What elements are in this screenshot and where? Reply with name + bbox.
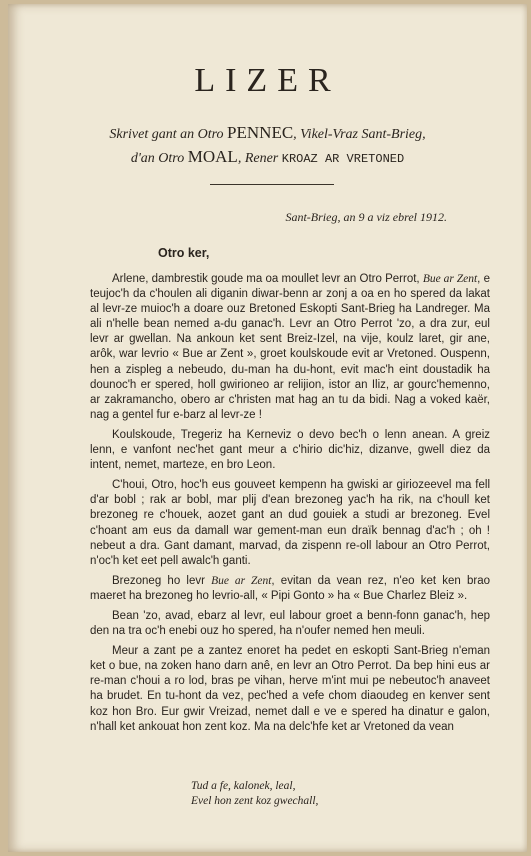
- letter-title: LIZER: [194, 62, 341, 99]
- byline-line-1: [8, 122, 527, 146]
- paragraph-text: , evitan da vean rez, n'eo ket ken brao maeret ha brezoneg ho levrio-all, « Pipi Gonto » ha « Bue Charlez Bleiz ».: [90, 574, 490, 602]
- paragraph: Meur a zant pe a zantez enoret ha pedet en eskopti Sant-Brieg n'eman ket o bue, na zoken hano darn anê, en levr an Otro Perrot. Da bep hini eus ar re-man c'houi a ro lod, bras pe vihan, herve m'int mui pe nebeutoc'h anaveet ha brudet. En tu-hont da vez, pec'hed a vefe chom diaoudeg en kenver sent koz hon Bro. Eur gwir Vreizad, nemet dall e ve e spered ha dinatur e galon, n'hall ket ankouat hon zent koz. Ma na delc'hfe ket ar Vretoned da vean: [90, 645, 490, 733]
- page: [8, 4, 527, 852]
- paragraph-text: Brezoneg ho levr: [112, 574, 212, 587]
- dateline: Sant-Brieg, an 9 a viz ebrel 1912.: [285, 210, 447, 224]
- byline-text: Skrivet gant an Otro: [109, 127, 228, 142]
- recipient-name: MOAL: [187, 147, 238, 166]
- closing-verse: [191, 779, 318, 809]
- author-name: PENNEC: [227, 123, 294, 142]
- paragraph: Bean 'zo, avad, ebarz al levr, eul labour groet a benn-fonn ganac'h, hep den na tra oc'h enebi ouz ho spered, ha n'oufer nemed hen meuli.: [90, 609, 490, 638]
- paragraph: [90, 574, 490, 604]
- divider: [210, 184, 334, 185]
- paragraph-text: , e teujoc'h da c'houlen ali diganin diwar-benn ar zonj a oa en ho spered da lakat al levr-ze muioc'h a doare ouz Bretoned Eskopti Sant-Brieg ha Landreger. Ma ali n'helle bean nemed a-du ganac'h. Levr an Otro Perrot 'zo, a dra zur, eul levr ar gwellan. Na ankoun ket sent Breiz-Izel, na vije, koulz laret, gir ane, arôk, war levrio « Bue ar Zent », groet koulskoude evit ar Vretoned. Ouspenn, hen a zispleg a nebeudo, du-man ha du-hont, evit mac'h eint doustadik ha dounoc'h er spered, holl gwirioneo ar relijion, istor an Iliz, ar gourc'hemenno, ar zakramancho, obero ar c'hristen mat hag an tu da bidi. Nag a voked kaër, nag a gentel fur e-barz al levr-ze !: [90, 273, 490, 421]
- verse-line: Tud a fe, kalonek, leal,: [191, 780, 296, 792]
- publication-name: KROAZ AR VRETONED: [281, 152, 405, 166]
- book-title: Bue ar Zent: [422, 273, 478, 285]
- verse-line: Evel hon zent koz gwechall,: [191, 795, 319, 807]
- greeting: Otro ker,: [158, 246, 210, 260]
- author-title: , Vikel-Vraz Sant-Brieg,: [293, 127, 426, 142]
- byline: [8, 122, 527, 170]
- book-title: Bue ar Zent: [211, 574, 272, 587]
- paragraph-text: Arlene, dambrestik goude ma oa moullet levr an Otro Perrot,: [112, 273, 423, 285]
- paragraph: C'houi, Otro, hoc'h eus gouveet kempenn ha gwiski ar giriozeevel ma fell d'ar bobl ; rak ar bobl, mar plij d'ean brezoneg yac'h ha rik, na c'houll ket brezoneg re c'houek, aozet gant an dud gouiek a studi ar brezoneg. Evel c'hoant am eus da damall war gement-man eun draïk bennag d'ac'h ; oh ! nebeut a dra. Gant damant, marvad, da zispenn re-oll labour an Otro Perrot, n'oc'h ket eet pell awalc'h ganti.: [90, 479, 490, 567]
- byline-text: d'an Otro: [130, 151, 188, 166]
- letter-body: [90, 272, 490, 740]
- recipient-role: , Rener: [237, 151, 282, 166]
- paragraph: [90, 272, 490, 423]
- byline-line-2: [8, 146, 527, 170]
- paragraph: Koulskoude, Tregeriz ha Kerneviz o devo bec'h o lenn anean. A greiz lenn, e vanfont nec'het gant meur a c'hirio dic'hiz, dizanve, gwell diez da intent, nemet, marteze, en bro Leon.: [90, 428, 490, 472]
